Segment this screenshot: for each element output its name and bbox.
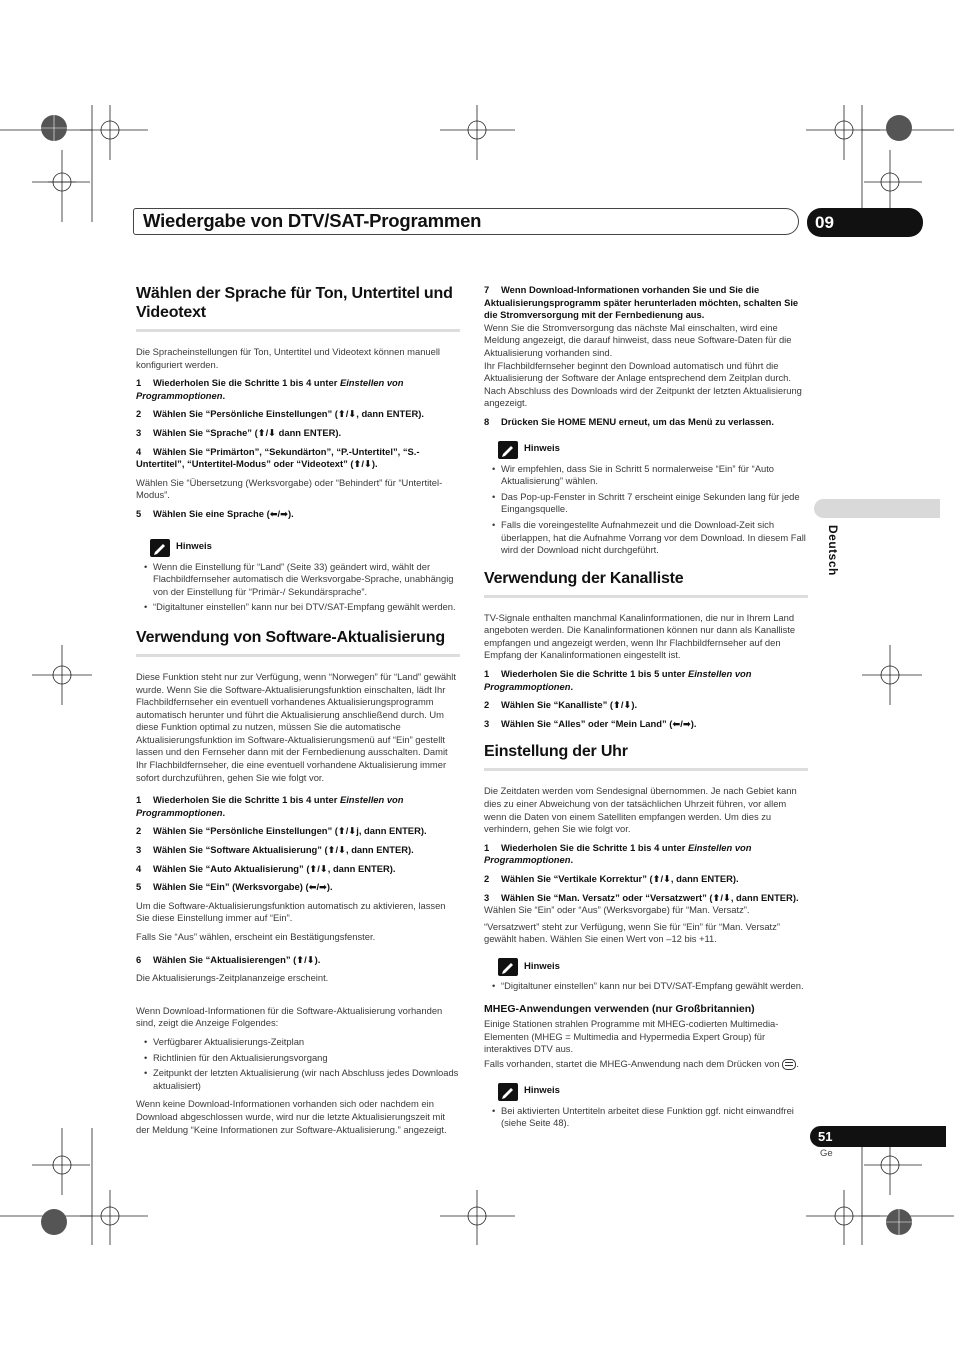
text-button-icon <box>782 1059 796 1070</box>
note-list <box>136 561 460 614</box>
step: 3 Wählen Sie “Alles” oder “Mein Land” (⬅/➡). <box>484 717 697 729</box>
step-detail: Wählen Sie “Ein” oder “Aus” (Werksvorgabe) für “Man. Versatz”. <box>484 904 750 916</box>
note-header: Hinweis <box>498 1083 808 1101</box>
step: 1 Wiederholen Sie die Schritte 1 bis 4 unter Einstellen von Programmoptionen. <box>484 841 752 866</box>
step: 1 Wiederholen Sie die Schritte 1 bis 4 unter Einstellen von Programmoptionen. <box>136 794 404 818</box>
list-item: • Richtlinien für den Aktualisierungsvorgang <box>136 1052 460 1065</box>
language-tab <box>814 499 940 518</box>
section-heading-software: Verwendung von Software-Aktualisierung <box>136 628 460 657</box>
step-detail: “Versatzwert” steht zur Verfügung, wenn Sie für “Ein” für “Man. Versatz” gewählt haben. Wählen Sie einen Wert von –12 bis +11. <box>484 920 780 945</box>
step: 2 Wählen Sie “Vertikale Korrektur” (⬆/⬇, dann ENTER). <box>484 873 739 884</box>
note-header: Hinweis <box>498 958 808 976</box>
section-heading-clock: Einstellung der Uhr <box>484 742 808 771</box>
paragraph: Die Zeitdaten werden vom Sendesignal übernommen. Je nach Gebiet kann dies zu einer Abweichung von der tatsächlichen Uhrzeit führen, vor allem wenn die Daten von einem Satelliten empfangen werden. Um dies zu verhindern, gehen Sie wie folgt vor. <box>484 785 797 835</box>
list-item: • Wenn die Einstellung für “Land” (Seite 33) geändert wird, wählt der Flachbildfernseher automatisch die Werksvorgabe-Sprache, unabhängig von der Einstellung für “Primär-/ Sekundärsprache”. <box>136 561 460 599</box>
page-title: Wiedergabe von DTV/SAT-Programmen <box>143 210 482 231</box>
page-suffix: Ge <box>820 1148 833 1159</box>
section-heading-channel-list: Verwendung der Kanalliste <box>484 569 808 598</box>
step: 2 Wählen Sie “Persönliche Einstellungen” (⬆/⬇, dann ENTER). <box>136 408 424 420</box>
paragraph: Einige Stationen strahlen Programme mit MHEG-codierten Multimedia-Elementen (MHEG = Multimedia and Hypermedia Expert Group) für interaktives DTV aus. <box>484 1018 779 1055</box>
paragraph: Diese Funktion steht nur zur Verfügung, wenn “Norwegen” für “Land” gewählt wurde. Wenn Sie die Software-Aktualisierungsfunktion einschalten, lädt Ihr Flachbildfernseher ein eventuell vorhandenes Aktualisierungsprogramm automatisch herunter und führt die Aktualisierung anschließend durch. Um diese Funktion optimal zu nutzen, müssen Sie die automatische Aktualisierungsfunktion im Software-Aktualisierungsmenü auf “Ein” gestellt lassen und den Fernseher dann mit der Fernbedienung ausschalten. Damit Ihr Flachbildfernseher, die eine eventuell vorhandene Aktualisierung immer sofort durchzuführen, gehen Sie wie folgt vor. <box>136 670 456 783</box>
step: 7 Wenn Download-Informationen vorhanden Sie und Sie die Aktualisierungsprogramm später herunterladen möchten, schalten Sie die Stromversorgung mit der Fernbedienung aus. <box>484 284 799 321</box>
step: 3 Wählen Sie “Man. Versatz” oder “Versatzwert” (⬆/⬇, dann ENTER). <box>484 891 799 903</box>
step: 2 Wählen Sie “Kanalliste” (⬆/⬇). <box>484 699 638 711</box>
section-heading-language: Wählen der Sprache für Ton, Untertitel und Videotext <box>136 284 460 332</box>
note-list <box>484 463 808 557</box>
step: 5 Wählen Sie “Ein” (Werksvorgabe) (⬅/➡). <box>136 881 333 893</box>
step: 3 Wählen Sie “Software Aktualisierung” (⬆/⬇, dann ENTER). <box>136 844 414 856</box>
pencil-note-icon <box>150 539 170 557</box>
list-item: • Zeitpunkt der letzten Aktualisierung (wir nach Abschluss jedes Downloads aktualisiert) <box>136 1067 460 1092</box>
step-detail: Falls Sie “Aus” wählen, erscheint ein Bestätigungsfenster. <box>136 931 376 942</box>
step-detail: Wählen Sie “Übersetzung (Werksvorgabe) oder “Behindert” für “Untertitel-Modus”. <box>136 476 443 501</box>
note-list <box>484 980 808 993</box>
paragraph: Wenn Download-Informationen für die Software-Aktualisierung vorhanden sind, zeigt die Anzeige Folgendes: <box>136 1004 443 1029</box>
list-item: • “Digitaltuner einstellen” kann nur bei DTV/SAT-Empfang gewählt werden. <box>136 601 460 614</box>
list-item: • Bei aktivierten Untertiteln arbeitet diese Funktion ggf. nicht einwandfrei (siehe Seite 48). <box>484 1105 808 1130</box>
step: 1 Wiederholen Sie die Schritte 1 bis 4 unter Einstellen von Programmoptionen. <box>136 377 404 401</box>
paragraph: TV-Signale enthalten manchmal Kanalinformationen, die nur in Ihrem Land angeboten werden. Die Kanalinformationen können nur dann als Kanalliste empfangen und angezeigt werden, wenn Ihr Flachbildfernseher auf den Empfang der Kanalinformationen eingestellt ist. <box>484 611 796 661</box>
step-detail: Ihr Flachbildfernseher beginnt den Download automatisch und führt die Aktualisierung der Software der Anlage entsprechend dem Zeitplan durch. Nach Abschluss des Downloads wird der Zeitpunkt der letzten Aktualisierung angezeigt. <box>484 359 802 409</box>
note-list <box>484 1105 808 1130</box>
list-item: • “Digitaltuner einstellen” kann nur bei DTV/SAT-Empfang gewählt werden. <box>484 980 808 993</box>
step: 4 Wählen Sie “Auto Aktualisierung” (⬆/⬇, dann ENTER). <box>136 862 396 874</box>
step: 1 Wiederholen Sie die Schritte 1 bis 5 unter Einstellen von Programmoptionen. <box>484 668 752 692</box>
note-header: Hinweis <box>498 441 808 459</box>
step: 4 Wählen Sie “Primärton”, “Sekundärton”, “P.-Untertitel”, “S.-Untertitel”, “Untertitel-Modus” oder “Videotext” (⬆/⬇). <box>136 445 420 470</box>
step-detail: Wenn Sie die Stromversorgung das nächste Mal einschalten, wird eine Meldung angezeigt, die darauf hinweist, dass neue Software-Daten für die Aktualisierung vorhanden sind. <box>484 321 792 358</box>
pencil-note-icon <box>498 958 518 976</box>
note-header: Hinweis <box>150 539 460 557</box>
paragraph: Wenn keine Download-Informationen vorhanden sich oder nachdem ein Download abgeschlossen wurde, wird nur die letzte Aktualisierungszeit mit der Meldung “Keine Informationen zur Software-Aktualisierung.” angezeigt. <box>136 1098 447 1135</box>
step: 3 Wählen Sie “Sprache” (⬆/⬇ dann ENTER). <box>136 426 342 438</box>
step: 6 Wählen Sie “Aktualisierengen” (⬆/⬇). <box>136 953 321 965</box>
bullet-list <box>136 1036 460 1092</box>
pencil-note-icon <box>498 1083 518 1101</box>
pencil-note-icon <box>498 441 518 459</box>
step: 8 Drücken Sie HOME MENU erneut, um das Menü zu verlassen. <box>484 415 774 427</box>
step: 5 Wählen Sie eine Sprache (⬅/➡). <box>136 507 294 519</box>
page-number: 51 <box>810 1126 946 1147</box>
subheading-mheg: MHEG-Anwendungen verwenden (nur Großbritannien) <box>484 1002 755 1015</box>
language-label: Deutsch <box>826 525 840 576</box>
step-detail: Um die Software-Aktualisierungsfunktion automatisch zu aktivieren, lassen Sie diese Einstellung immer auf “Ein”. <box>136 899 446 924</box>
list-item: • Falls die voreingestellte Aufnahmezeit und die Download-Zeit sich überlappen, hat die Aufnahme Vorrang vor dem Download. In diesem Fall wird der Download nicht durchgeführt. <box>484 519 808 557</box>
list-item: • Verfügbarer Aktualisierungs-Zeitplan <box>136 1036 460 1049</box>
chapter-badge: 09 <box>807 208 923 237</box>
right-column <box>484 284 808 1136</box>
step-detail: Die Aktualisierungs-Zeitplananzeige erscheint. <box>136 972 329 984</box>
step: 2 Wählen Sie “Persönliche Einstellungen” (⬆/⬇j, dann ENTER). <box>136 825 427 837</box>
paragraph: Die Spracheinstellungen für Ton, Untertitel und Videotext können manuell konfiguriert werden. <box>136 346 441 370</box>
paragraph: Falls vorhanden, startet die MHEG-Anwendung nach dem Drücken von . <box>484 1057 799 1069</box>
list-item: • Das Pop-up-Fenster in Schritt 7 erscheint einige Sekunden lang für jede Eingangsquelle. <box>484 491 808 516</box>
list-item: • Wir empfehlen, dass Sie in Schritt 5 normalerweise “Ein” für “Auto Aktualisierung” wählen. <box>484 463 808 488</box>
left-column <box>136 284 460 1142</box>
